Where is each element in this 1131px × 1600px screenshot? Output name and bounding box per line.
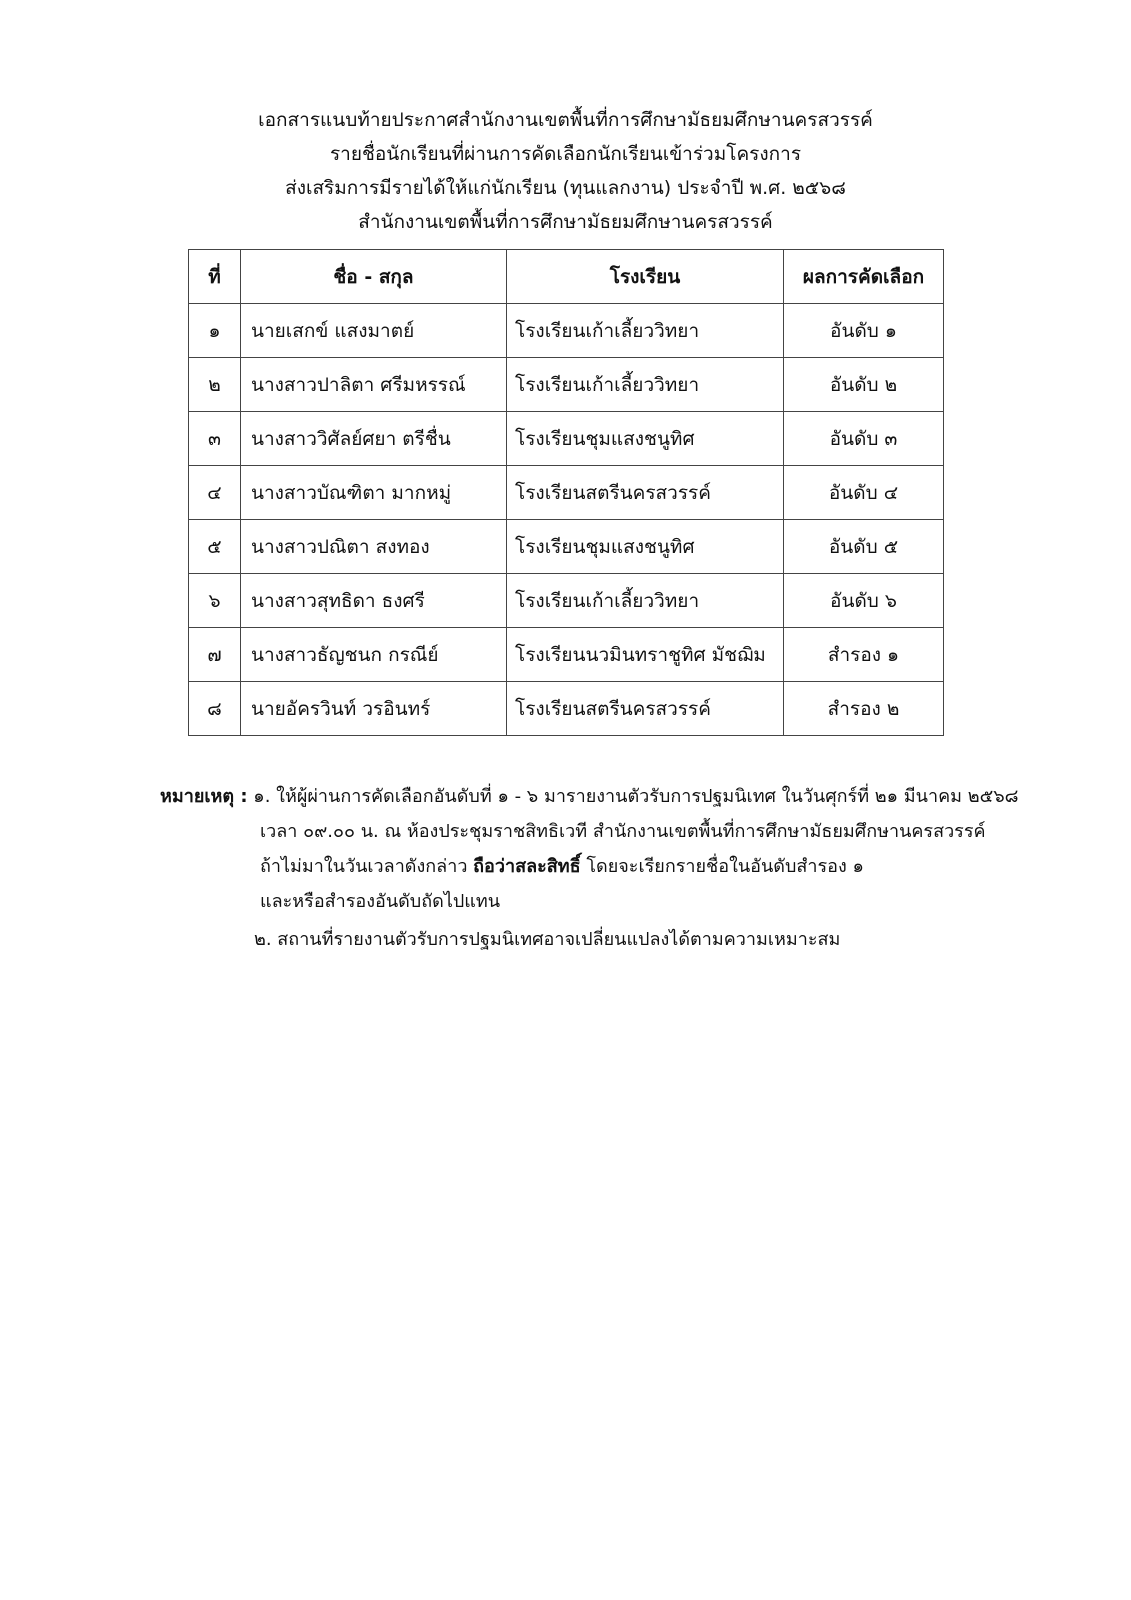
remarks-label: หมายเหตุ : (160, 786, 248, 807)
table-header-row (189, 250, 944, 304)
cell-name: นางสาวปณิตา สงทอง (241, 520, 507, 574)
remarks-section (160, 780, 1060, 957)
document-header (0, 103, 1131, 239)
table-row (189, 628, 944, 682)
cell-no: ๑ (189, 304, 241, 358)
table-row (189, 520, 944, 574)
cell-school: โรงเรียนนวมินทราชูทิศ มัชฌิม (507, 628, 784, 682)
cell-result: สำรอง ๑ (784, 628, 944, 682)
cell-no: ๕ (189, 520, 241, 574)
column-header-school: โรงเรียน (507, 250, 784, 304)
table-row (189, 358, 944, 412)
cell-no: ๘ (189, 682, 241, 736)
column-header-name: ชื่อ - สกุล (241, 250, 507, 304)
remark-item-1-line-3 (160, 849, 1060, 884)
remark-item-1-line-4: และหรือสำรองอันดับถัดไปแทน (260, 891, 501, 912)
cell-name: นางสาวบัณฑิตา มากหมู่ (241, 466, 507, 520)
cell-school: โรงเรียนเก้าเลี้ยววิทยา (507, 574, 784, 628)
cell-result: อันดับ ๒ (784, 358, 944, 412)
table-row (189, 574, 944, 628)
cell-result: อันดับ ๕ (784, 520, 944, 574)
cell-name: นางสาววิศัลย์ศยา ตรีชื่น (241, 412, 507, 466)
forfeit-notice: ถือว่าสละสิทธิ์ (473, 856, 581, 877)
cell-result: อันดับ ๖ (784, 574, 944, 628)
remark-item-1-line-1 (160, 780, 1060, 814)
cell-result: สำรอง ๒ (784, 682, 944, 736)
cell-result: อันดับ ๓ (784, 412, 944, 466)
header-line-4: สำนักงานเขตพื้นที่การศึกษามัธยมศึกษานครสวรรค์ (358, 211, 773, 233)
table-row (189, 304, 944, 358)
header-line-2: รายชื่อนักเรียนที่ผ่านการคัดเลือกนักเรียนเข้าร่วมโครงการ (329, 143, 802, 165)
cell-school: โรงเรียนสตรีนครสวรรค์ (507, 466, 784, 520)
table-row (189, 466, 944, 520)
cell-school: โรงเรียนชุมแสงชนูทิศ (507, 520, 784, 574)
remark-item-2: ๒. สถานที่รายงานตัวรับการปฐมนิเทศอาจเปลี่ยนแปลงได้ตามความเหมาะสม (254, 929, 841, 950)
remark-item-1-text: ๑. ให้ผู้ผ่านการคัดเลือกอันดับที่ ๑ - ๖ มารายงานตัวรับการปฐมนิเทศ ในวันศุกร์ที่ ๒๑ มีนาคม ๒๕๖๘ (253, 786, 1019, 807)
header-line-1: เอกสารแนบท้ายประกาศสำนักงานเขตพื้นที่การศึกษามัธยมศึกษานครสวรรค์ (258, 109, 873, 131)
table-row (189, 412, 944, 466)
cell-no: ๗ (189, 628, 241, 682)
cell-school: โรงเรียนเก้าเลี้ยววิทยา (507, 358, 784, 412)
remark-line-3-pre: ถ้าไม่มาในวันเวลาดังกล่าว (260, 856, 468, 877)
cell-school: โรงเรียนเก้าเลี้ยววิทยา (507, 304, 784, 358)
remark-item-1-line-2: เวลา ๐๙.๐๐ น. ณ ห้องประชุมราชสิทธิเวที สำนักงานเขตพื้นที่การศึกษามัธยมศึกษานครสวรรค์ (260, 821, 986, 842)
table-row (189, 682, 944, 736)
cell-result: อันดับ ๑ (784, 304, 944, 358)
header-line-3: ส่งเสริมการมีรายได้ให้แก่นักเรียน (ทุนแลกงาน) ประจำปี พ.ศ. ๒๕๖๘ (285, 177, 846, 199)
cell-no: ๒ (189, 358, 241, 412)
cell-result: อันดับ ๔ (784, 466, 944, 520)
column-header-no: ที่ (189, 250, 241, 304)
cell-school: โรงเรียนชุมแสงชนูทิศ (507, 412, 784, 466)
cell-name: นายอัครวินท์ วรอินทร์ (241, 682, 507, 736)
cell-name: นางสาวธัญชนก กรณีย์ (241, 628, 507, 682)
cell-no: ๓ (189, 412, 241, 466)
cell-no: ๔ (189, 466, 241, 520)
student-list-table (188, 249, 944, 736)
cell-school: โรงเรียนสตรีนครสวรรค์ (507, 682, 784, 736)
cell-name: นางสาวปาลิตา ศรีมหรรณ์ (241, 358, 507, 412)
cell-name: นายเสกข์ แสงมาตย์ (241, 304, 507, 358)
cell-name: นางสาวสุทธิดา ธงศรี (241, 574, 507, 628)
remark-line-3-post: โดยจะเรียกรายชื่อในอันดับสำรอง ๑ (586, 856, 864, 877)
cell-no: ๖ (189, 574, 241, 628)
column-header-result: ผลการคัดเลือก (784, 250, 944, 304)
